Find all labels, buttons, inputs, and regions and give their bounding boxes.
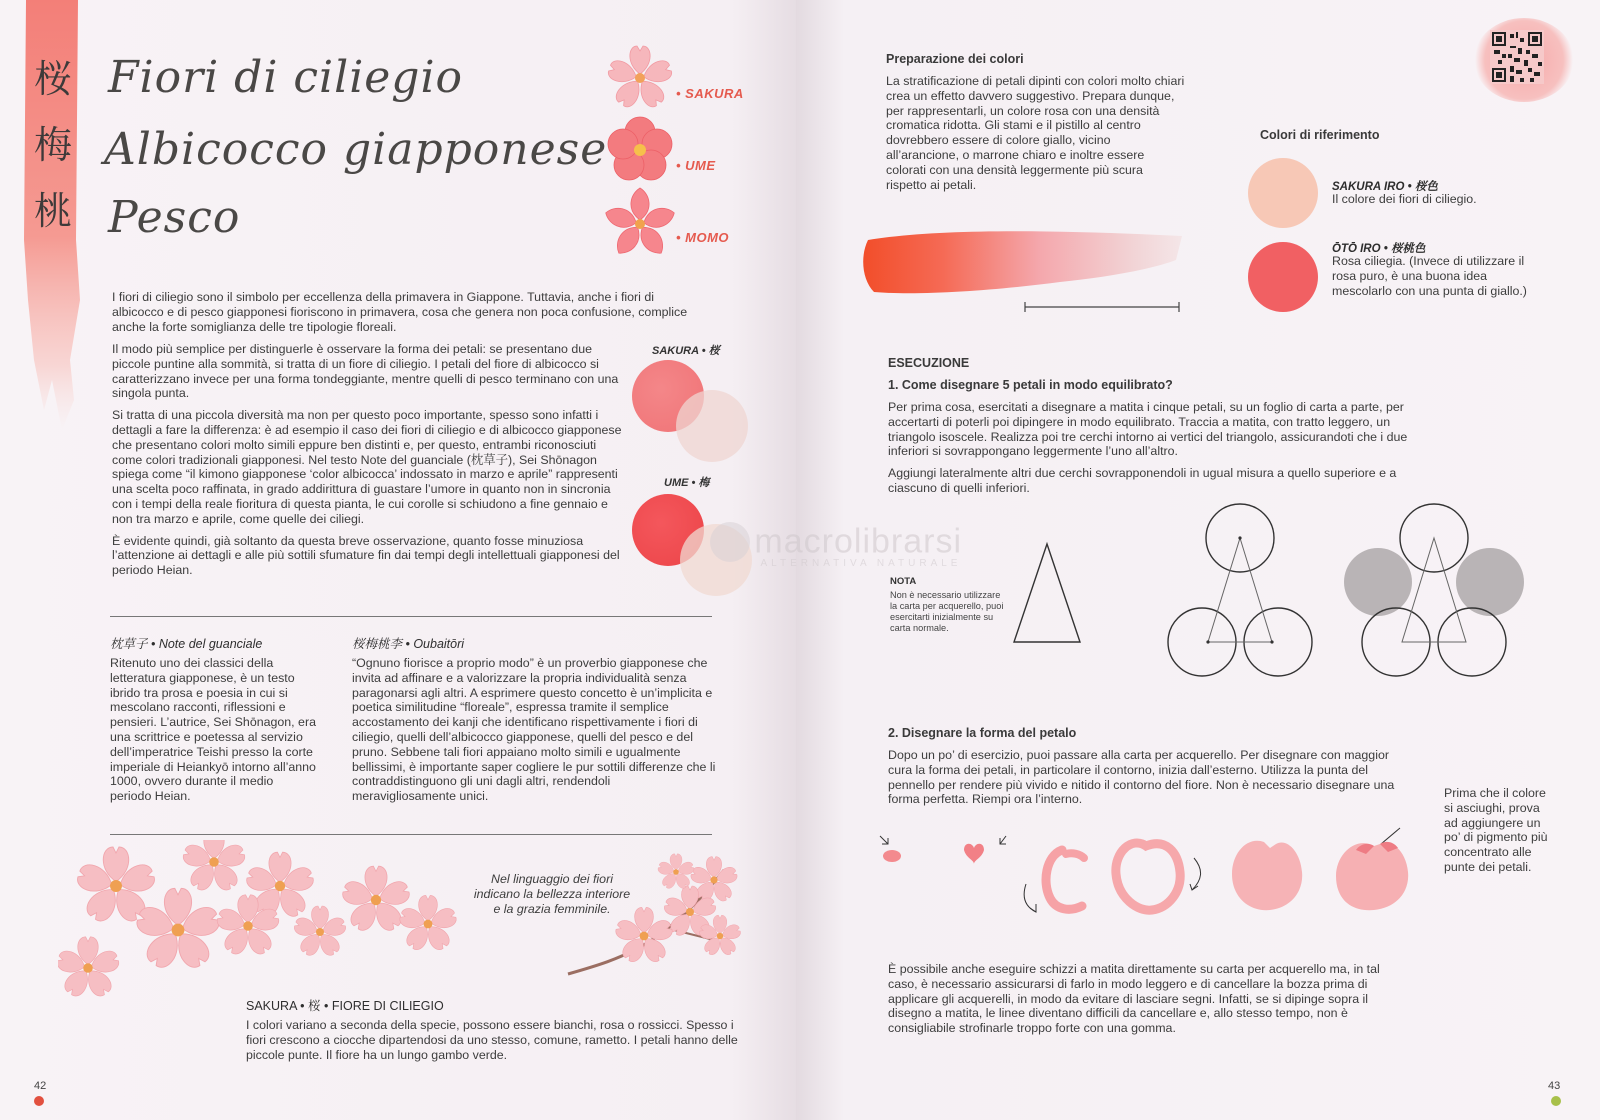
intro-p1: I fiori di ciliegio sono il simbolo per eccellenza della primavera in Giappone. Tuttavia, anche i fiori di albicocco e di pesco giapponesi fioriscono in primavera, cosa che genera non poca confusione, complice anche la forte somiglianza delle tre tipologie floreali. (112, 290, 688, 334)
watermark-subtext: ALTERNATIVA NATURALE (760, 558, 962, 569)
step2-title: 2. Disegnare la forma del petalo (888, 726, 1077, 740)
label-momo: • MOMO (676, 230, 730, 245)
quote: Nel linguaggio dei fiori indicano la bellezza interiore e la grazia femminile. (473, 872, 631, 916)
closing-text: È possibile anche eseguire schizzi a matita direttamente su carta per acquerello ma, in tal caso, è necessario assicurarsi di farlo in modo leggero e di cancellare la bozza prima di applicare gli acquerelli, in modo da evitare di lasciare segni. Infatti, se si dipinge sopra il disegno a matita, le linee diventano difficili da cancellare e, allo stesso tempo, non è consigliabile strofinarle troppo forte con una gomma. (888, 962, 1380, 1036)
sakura-flower-icon (604, 42, 676, 114)
three-circles-sketch (1158, 502, 1320, 682)
sakura-heading-text: SAKURA • 桜 • FIORE DI CILIEGIO (246, 999, 444, 1013)
measure-line (1022, 300, 1182, 314)
col2-text: “Ognuno fiorisce a proprio modo” è un proverbio giapponese che invita ad affinare e a valorizzare la propria individualità senza paragonarsi agli altri. A esprimere questo concetto è un’implicita e poetica similitudine “floreale”, espressa tramite il semplice accostamento dei kanji che identificano rispettivamente i fiori di ciliegio, quelli dell’albicocco giapponese, quelli del pesco e del pruno. Sebbene tali fiori appaiano molto simili e ugualmente bellissimi, è importante saper cogliere le pur sottili differenze che li contraddistinguono gli uni dagli altri, rendendoli meravigliosamente unici. (352, 656, 716, 804)
step1-text: Per prima cosa, esercitati a disegnare a matita i cinque petali, su un foglio di carta a parte, per accertarti di poterli poi dipingere in modo equilibrato. Traccia a matita, con tratto leggero, un triangolo isoscele. Realizza poi tre cerchi intorno ai vertici del triangolo, assicurandoti che i due inferiori si sovrappongano leggermente l’uno all’altro. (888, 400, 1408, 459)
step2-text: Dopo un po’ di esercizio, puoi passare alla carta per acquerello. Per disegnare con maggior cura la forma dei petali, in particolare il contorno, inizia dall’esterno. Utilizza la punta del pennello per rendere più vivido e nitido il contorno del fiore. Non è necessario disegnare una forma perfetta. Riempi ora l’interno. (888, 748, 1395, 807)
ref2-desc: Rosa ciliegia. (Invece di utilizzare il rosa puro, è una buona idea mescolarlo con una punta di giallo.) (1332, 254, 1527, 298)
col2-title (352, 634, 464, 652)
prep-text: La stratificazione di petali dipinti con colori molto chiari crea un effetto davvero suggestivo. Prepara dunque, per rappresentarli, un colore rosa con una densità cromatica ridotta. Gli stami e il pistillo al centro dovrebbero essere di colore giallo, vicino all’arancione, o marrone chiaro e inoltre essere colorati con una densità leggermente più scura rispetto ai petali. (886, 74, 1185, 192)
petal-steps-illustration (876, 812, 1536, 940)
momo-flower-icon (602, 186, 678, 262)
watermark-text: macrolibrarsi (754, 522, 963, 561)
prep-title: Preparazione dei colori (886, 52, 1024, 66)
exec-title: ESECUZIONE (888, 356, 970, 370)
title-line-1: Fiori di ciliegio (108, 52, 464, 103)
page-dot-right (1551, 1096, 1561, 1106)
ume-flower-icon (604, 114, 676, 186)
swatch-label-ume: UME • 梅 (664, 477, 710, 489)
page-number-left: 42 (34, 1080, 47, 1092)
intro-paragraphs (112, 342, 624, 585)
ref1-name: SAKURA IRO • 桜色 (1332, 181, 1438, 193)
kanji-sakura: 桜 (33, 57, 72, 101)
intro-paragraph-1 (112, 290, 692, 341)
sakura-swatch-light (676, 390, 748, 462)
cherry-blossom-illustration (58, 840, 478, 1020)
sakura-heading (246, 996, 444, 1014)
title-line-2: Albicocco giapponese (104, 124, 608, 175)
step1-text-2: Aggiungi lateralmente altri due cerchi sovrapponendoli in ugual misura a quello superiore e a ciascuno di quelli inferiori. (888, 466, 1397, 495)
divider (110, 616, 712, 617)
intro-p4: È evidente quindi, già soltanto da questa breve osservazione, quanto fosse minuziosa l’attenzione ai dettagli e alle più sottili sfumature fin dai tempi degli intellettuali giapponesi del periodo Heian. (112, 533, 620, 578)
ref2-name: ŌTŌ IRO • 桜桃色 (1332, 243, 1426, 255)
five-circles-sketch (1344, 502, 1524, 682)
oto-iro-swatch (1248, 242, 1318, 312)
cherry-branch-illustration (564, 850, 744, 980)
kanji-column (28, 46, 78, 244)
page-dot-left (34, 1096, 44, 1106)
nota-text: Non è necessario utilizzare la carta per acquerello, puoi esercitarti inizialmente su carta normale. (890, 590, 1004, 633)
intro-p3: Si tratta di una piccola diversità ma non per questo poco importante, spesso sono infatti i dettagli a fare la differenza: è ad esempio il caso dei fiori di ciliegio e di albicocco giapponese che presentano colori molto simili eppure ben distinti e, per questo, entrambi riconosciuti come colori tradizionali giapponesi. Nel testo Note del guanciale (枕草子), Sei Shōnagon spiega come “il kimono giapponese ‘color albicocca’ indossato in marzo e aprile” rappresenti una scelta poco raffinata, in grado addirittura di guastare l’umore in quanto non in sincronia con i tempi della reale fioritura di questa pianta, le cui corolle si schiudono a fine gennaio e non tra marzo e aprile, come quelle dei ciliegi. (112, 408, 622, 526)
step1-title: 1. Come disegnare 5 petali in modo equilibrato? (888, 378, 1173, 392)
swatch-label-sakura: SAKURA • 桜 (652, 345, 720, 357)
intro-p2: Il modo più semplice per distinguerle è osservare la forma dei petali: se presentano due piccole puntine alla sommità, si tratta di un fiore di ciliegio. I petali del fiore di albicocco si caratterizzano invece per una forma tondeggiante, mentre quelli di pesco terminano con una singola punta. (112, 342, 619, 401)
right-page (754, 0, 1600, 1120)
col1-title (110, 634, 262, 652)
watermark (686, 522, 986, 569)
kanji-ume: 梅 (33, 123, 72, 167)
watermark-logo-icon (710, 522, 750, 562)
col1-title-text: 枕草子 • Note del guanciale (110, 637, 263, 651)
ref-title: Colori di riferimento (1260, 128, 1380, 142)
qr-code-icon[interactable] (1490, 30, 1544, 84)
divider-2 (110, 834, 712, 835)
ref1-desc: Il colore dei fiori di ciliegio. (1332, 192, 1477, 206)
triangle-sketch (1010, 540, 1084, 646)
col1-text: Ritenuto uno dei classici della letteratura giapponese, è un testo ibrido tra prosa e poesia in cui si mescolano racconti, riflessioni e pensieri. L’autrice, Sei Shōnagon, era una scrittrice e poetessa al servizio dell’imperatrice Teishi presso la corte imperiale di Heiankyō intorno all’anno 1000, ovvero durante il medio periodo Heian. (110, 656, 316, 804)
title-line-3: Pesco (108, 192, 241, 243)
kanji-momo: 桃 (33, 189, 72, 233)
left-page (0, 0, 796, 1120)
nota-title: NOTA (890, 576, 917, 587)
label-ume: • UME (676, 158, 716, 173)
col2-title-text: 桜梅桃李 • Oubaitōri (352, 637, 465, 651)
page-number-right: 43 (1548, 1080, 1561, 1092)
label-sakura: • SAKURA (676, 86, 744, 101)
sakura-description: I colori variano a seconda della specie, possono essere bianchi, rosa o rossicci. Spesso i fiori crescono a ciocche dipartendosi da uno stesso, comune, rametto. I petali hanno delle piccole punte. Il fiore ha un lungo gambo verde. (246, 1018, 738, 1062)
side-note: Prima che il colore si asciughi, prova ad aggiungere un po’ di pigmento più concentrato alle punte dei petali. (1444, 786, 1548, 874)
sakura-iro-swatch (1248, 158, 1318, 228)
